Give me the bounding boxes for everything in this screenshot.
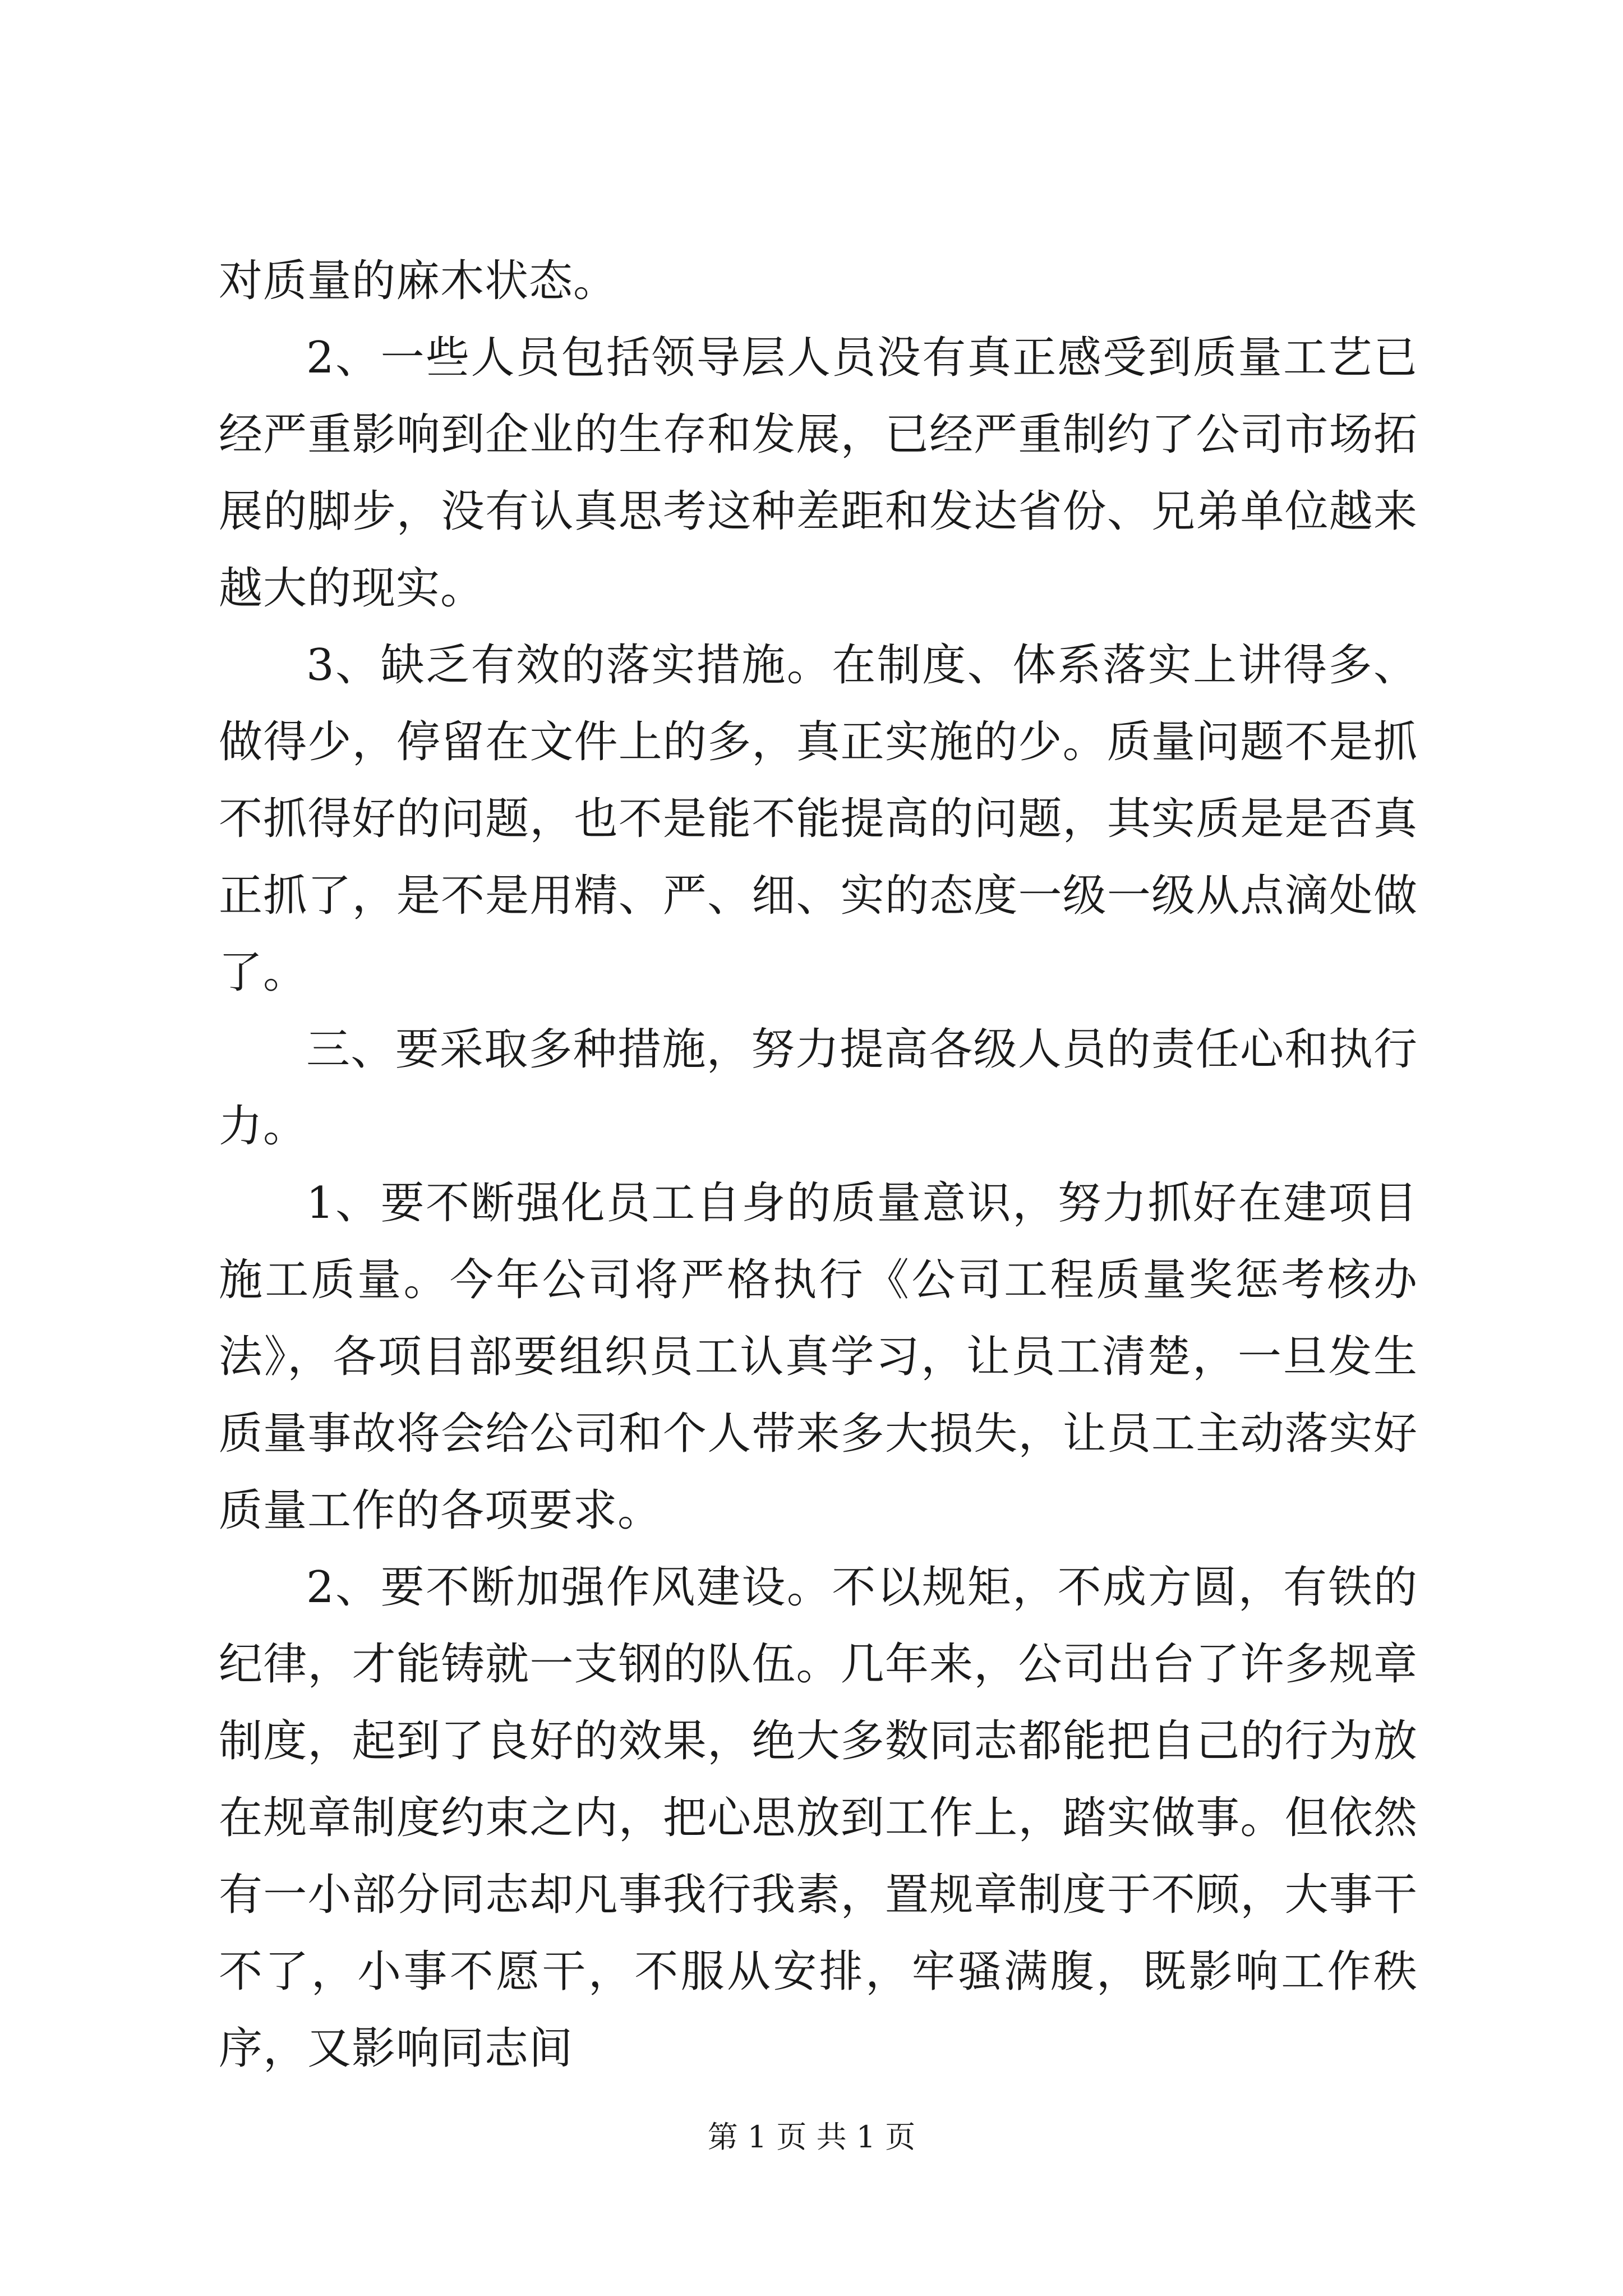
paragraph: 对质量的麻木状态。 [219, 256, 618, 306]
paragraph: 3、缺乏有效的落实措施。在制度、体系落实上讲得多、做得少，停留在文件上的多，真正实施的少。质量问题不是抓不抓得好的问题，也不是能不能提高的问题，其实质是是否真正抓了，是不是用精、严、细、实的态度一级一级从点滴处做了。 [219, 640, 1418, 998]
section-heading: 三、要采取多种措施，努力提高各级人员的责任心和执行力。 [219, 1024, 1418, 1152]
paragraph: 2、一些人员包括领导层人员没有真正感受到质量工艺已经严重影响到企业的生存和发展，已经严重制约了公司市场拓展的脚步，没有认真思考这种差距和发达省份、兄弟单位越来越大的现实。 [219, 333, 1418, 614]
paragraph: 2、要不断加强作风建设。不以规矩，不成方圆，有铁的纪律，才能铸就一支钢的队伍。几年来，公司出台了许多规章制度，起到了良好的效果，绝大多数同志都能把自己的行为放在规章制度约束之内，把心思放到工作上，踏实做事。但依然有一小部分同志却凡事我行我素，置规章制度于不顾，大事干不了，小事不愿干，不服从安排，牢骚满腹，既影响工作秩序，又影响同志间 [219, 1562, 1418, 2074]
document-body [219, 243, 1418, 2087]
paragraph: 1、要不断强化员工自身的质量意识，努力抓好在建项目施工质量。今年公司将严格执行《公司工程质量奖惩考核办法》，各项目部要组织员工认真学习，让员工清楚，一旦发生质量事故将会给公司和个人带来多大损失，让员工主动落实好质量工作的各项要求。 [219, 1178, 1418, 1536]
page-footer: 第 1 页 共 1 页 [707, 2119, 916, 2155]
